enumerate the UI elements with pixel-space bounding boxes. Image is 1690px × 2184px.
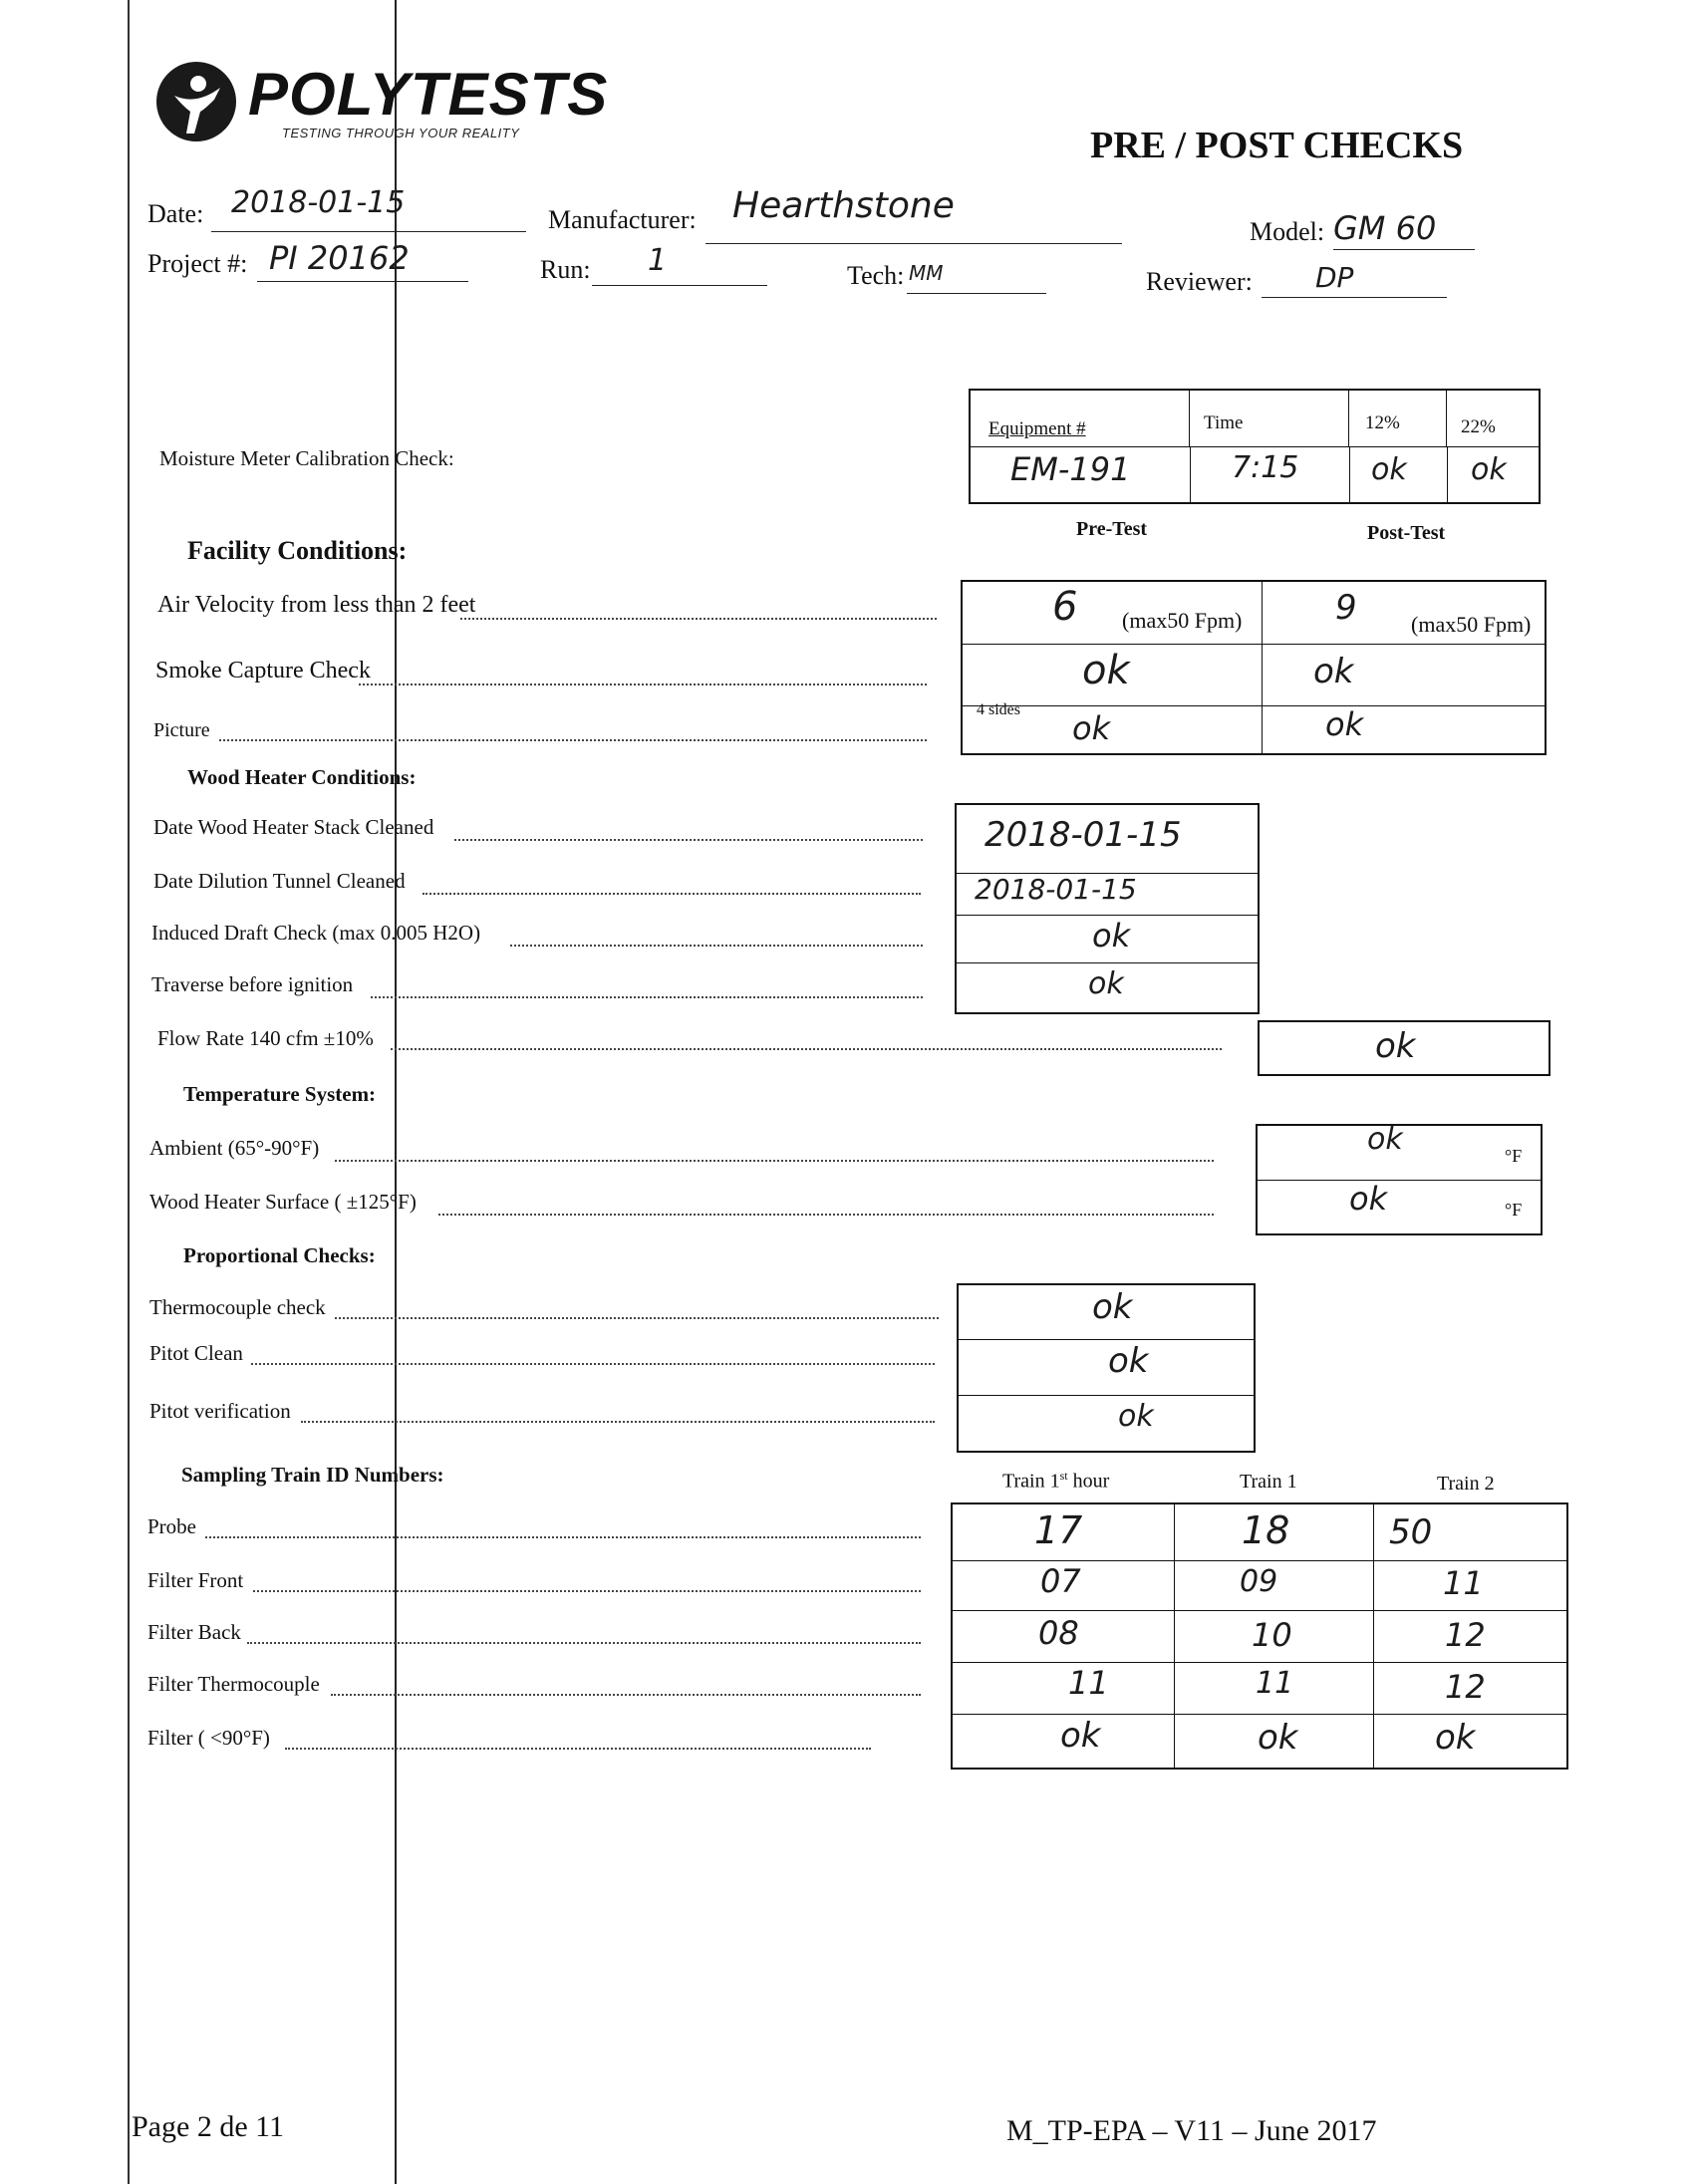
- filter-back-train2[interactable]: 12: [1445, 1616, 1486, 1654]
- moisture-header-12: 12%: [1365, 412, 1400, 433]
- filter-thermocouple-train1[interactable]: 11: [1256, 1666, 1294, 1701]
- smoke-capture-label: Smoke Capture Check: [155, 658, 371, 683]
- filter-back-first-hour[interactable]: 08: [1038, 1614, 1079, 1652]
- filter-front-train2[interactable]: 11: [1443, 1564, 1484, 1602]
- logo: [154, 58, 609, 147]
- scan-line-middle: [395, 0, 397, 2184]
- smoke-post-value[interactable]: ok: [1313, 652, 1354, 691]
- stack-cleaned-value[interactable]: 2018-01-15: [985, 815, 1182, 855]
- ambient-value[interactable]: ok: [1367, 1122, 1403, 1157]
- col-train-first-hour: Train 1st hour: [1002, 1469, 1110, 1493]
- probe-first-hour[interactable]: 17: [1034, 1508, 1083, 1552]
- date-value[interactable]: 2018-01-15: [231, 185, 406, 220]
- date-label: Date:: [147, 199, 204, 228]
- picture-note: 4 sides: [977, 701, 1020, 718]
- sampling-title: Sampling Train ID Numbers:: [181, 1463, 444, 1487]
- tunnel-cleaned-label: Date Dilution Tunnel Cleaned: [153, 869, 406, 893]
- project-label: Project #:: [147, 249, 248, 278]
- probe-label: Probe: [147, 1514, 196, 1538]
- probe-train1[interactable]: 18: [1242, 1508, 1290, 1552]
- traverse-value[interactable]: ok: [1088, 966, 1124, 1001]
- moisture-header-22: 22%: [1461, 416, 1496, 437]
- moisture-label: Moisture Meter Calibration Check:: [159, 446, 454, 470]
- temperature-table: [1256, 1124, 1543, 1235]
- filter-thermocouple-train2[interactable]: 12: [1445, 1668, 1486, 1706]
- air-pre-value[interactable]: 6: [1052, 584, 1078, 630]
- brand-tagline: TESTING THROUGH YOUR REALITY: [282, 126, 520, 140]
- surface-label: Wood Heater Surface ( ±125°F): [149, 1190, 417, 1214]
- filter-temp-first-hour[interactable]: ok: [1060, 1716, 1101, 1756]
- picture-pre-value[interactable]: ok: [1072, 709, 1111, 747]
- pitot-clean-label: Pitot Clean: [149, 1341, 243, 1365]
- draft-check-value[interactable]: ok: [1092, 917, 1131, 955]
- filter-temp-label: Filter ( <90°F): [147, 1726, 270, 1750]
- run-value[interactable]: 1: [648, 243, 668, 278]
- wood-title: Wood Heater Conditions:: [187, 765, 417, 789]
- pitot-clean-value[interactable]: ok: [1108, 1341, 1149, 1381]
- thermocouple-check-value[interactable]: ok: [1092, 1287, 1133, 1327]
- proportional-table: [957, 1283, 1256, 1453]
- reviewer-label: Reviewer:: [1146, 267, 1253, 296]
- picture-post-value[interactable]: ok: [1325, 705, 1364, 743]
- smoke-pre-value[interactable]: ok: [1082, 648, 1130, 693]
- facility-table: [961, 580, 1547, 755]
- moisture-time-value[interactable]: 7:15: [1232, 450, 1299, 485]
- flow-rate-box: [1258, 1020, 1550, 1076]
- tunnel-cleaned-value[interactable]: 2018-01-15: [975, 873, 1137, 906]
- flow-rate-label: Flow Rate 140 cfm ±10%: [157, 1026, 374, 1050]
- facility-title: Facility Conditions:: [187, 536, 408, 565]
- pre-test-label: Pre-Test: [1076, 518, 1148, 540]
- moisture-12-value[interactable]: ok: [1371, 452, 1407, 487]
- document-id: M_TP-EPA – V11 – June 2017: [1006, 2114, 1377, 2147]
- moisture-header-equipment: Equipment #: [988, 418, 1086, 439]
- form-title: PRE / POST CHECKS: [1090, 125, 1464, 166]
- scan-line-left: [128, 0, 130, 2184]
- manufacturer-value[interactable]: Hearthstone: [732, 185, 955, 226]
- filter-thermocouple-first-hour[interactable]: 11: [1068, 1664, 1109, 1702]
- project-value[interactable]: PI 20162: [269, 239, 410, 277]
- post-test-label: Post-Test: [1367, 522, 1446, 544]
- proportional-title: Proportional Checks:: [183, 1243, 376, 1267]
- tech-value[interactable]: MM: [909, 261, 944, 285]
- sampling-table: [951, 1502, 1568, 1770]
- air-post-note: (max50 Fpm): [1411, 612, 1532, 637]
- filter-thermocouple-label: Filter Thermocouple: [147, 1672, 320, 1696]
- air-velocity-label: Air Velocity from less than 2 feet: [157, 592, 476, 618]
- pitot-verification-label: Pitot verification: [149, 1399, 291, 1423]
- filter-temp-train2[interactable]: ok: [1435, 1718, 1476, 1758]
- filter-back-label: Filter Back: [147, 1620, 241, 1644]
- polytests-logo-icon: [154, 58, 244, 147]
- col-train-2: Train 2: [1437, 1473, 1495, 1495]
- filter-back-train1[interactable]: 10: [1252, 1616, 1292, 1654]
- model-label: Model:: [1250, 217, 1325, 246]
- filter-temp-train1[interactable]: ok: [1258, 1718, 1298, 1758]
- moisture-22-value[interactable]: ok: [1471, 452, 1507, 487]
- stack-cleaned-label: Date Wood Heater Stack Cleaned: [153, 815, 434, 839]
- temperature-title: Temperature System:: [183, 1082, 377, 1106]
- pitot-verification-value[interactable]: ok: [1118, 1399, 1154, 1434]
- filter-front-label: Filter Front: [147, 1568, 244, 1592]
- probe-train2[interactable]: 50: [1389, 1512, 1433, 1552]
- moisture-header-time: Time: [1204, 412, 1244, 433]
- manufacturer-label: Manufacturer:: [548, 205, 697, 234]
- run-label: Run:: [540, 255, 591, 284]
- reviewer-value[interactable]: DP: [1315, 261, 1354, 294]
- thermocouple-check-label: Thermocouple check: [149, 1295, 326, 1319]
- draft-check-label: Induced Draft Check (max 0.005 H2O): [151, 921, 481, 945]
- filter-front-train1[interactable]: 09: [1240, 1564, 1278, 1599]
- page-number: Page 2 de 11: [132, 2110, 285, 2143]
- brand-name: POLYTESTS: [248, 61, 609, 128]
- moisture-table: [969, 389, 1541, 504]
- flow-rate-value[interactable]: ok: [1375, 1026, 1416, 1066]
- air-pre-note: (max50 Fpm): [1122, 608, 1243, 633]
- col-train-1: Train 1: [1240, 1471, 1297, 1493]
- surface-unit: °F: [1505, 1200, 1523, 1220]
- filter-front-first-hour[interactable]: 07: [1040, 1562, 1081, 1600]
- ambient-label: Ambient (65°-90°F): [149, 1136, 320, 1160]
- traverse-label: Traverse before ignition: [151, 972, 354, 996]
- air-post-value[interactable]: 9: [1335, 588, 1357, 628]
- moisture-equipment-value[interactable]: EM-191: [1010, 450, 1131, 488]
- wood-table: [955, 803, 1260, 1014]
- surface-value[interactable]: ok: [1349, 1180, 1388, 1218]
- tech-label: Tech:: [847, 261, 905, 290]
- picture-label: Picture: [153, 719, 210, 741]
- ambient-unit: °F: [1505, 1146, 1523, 1166]
- model-value[interactable]: GM 60: [1333, 209, 1437, 247]
